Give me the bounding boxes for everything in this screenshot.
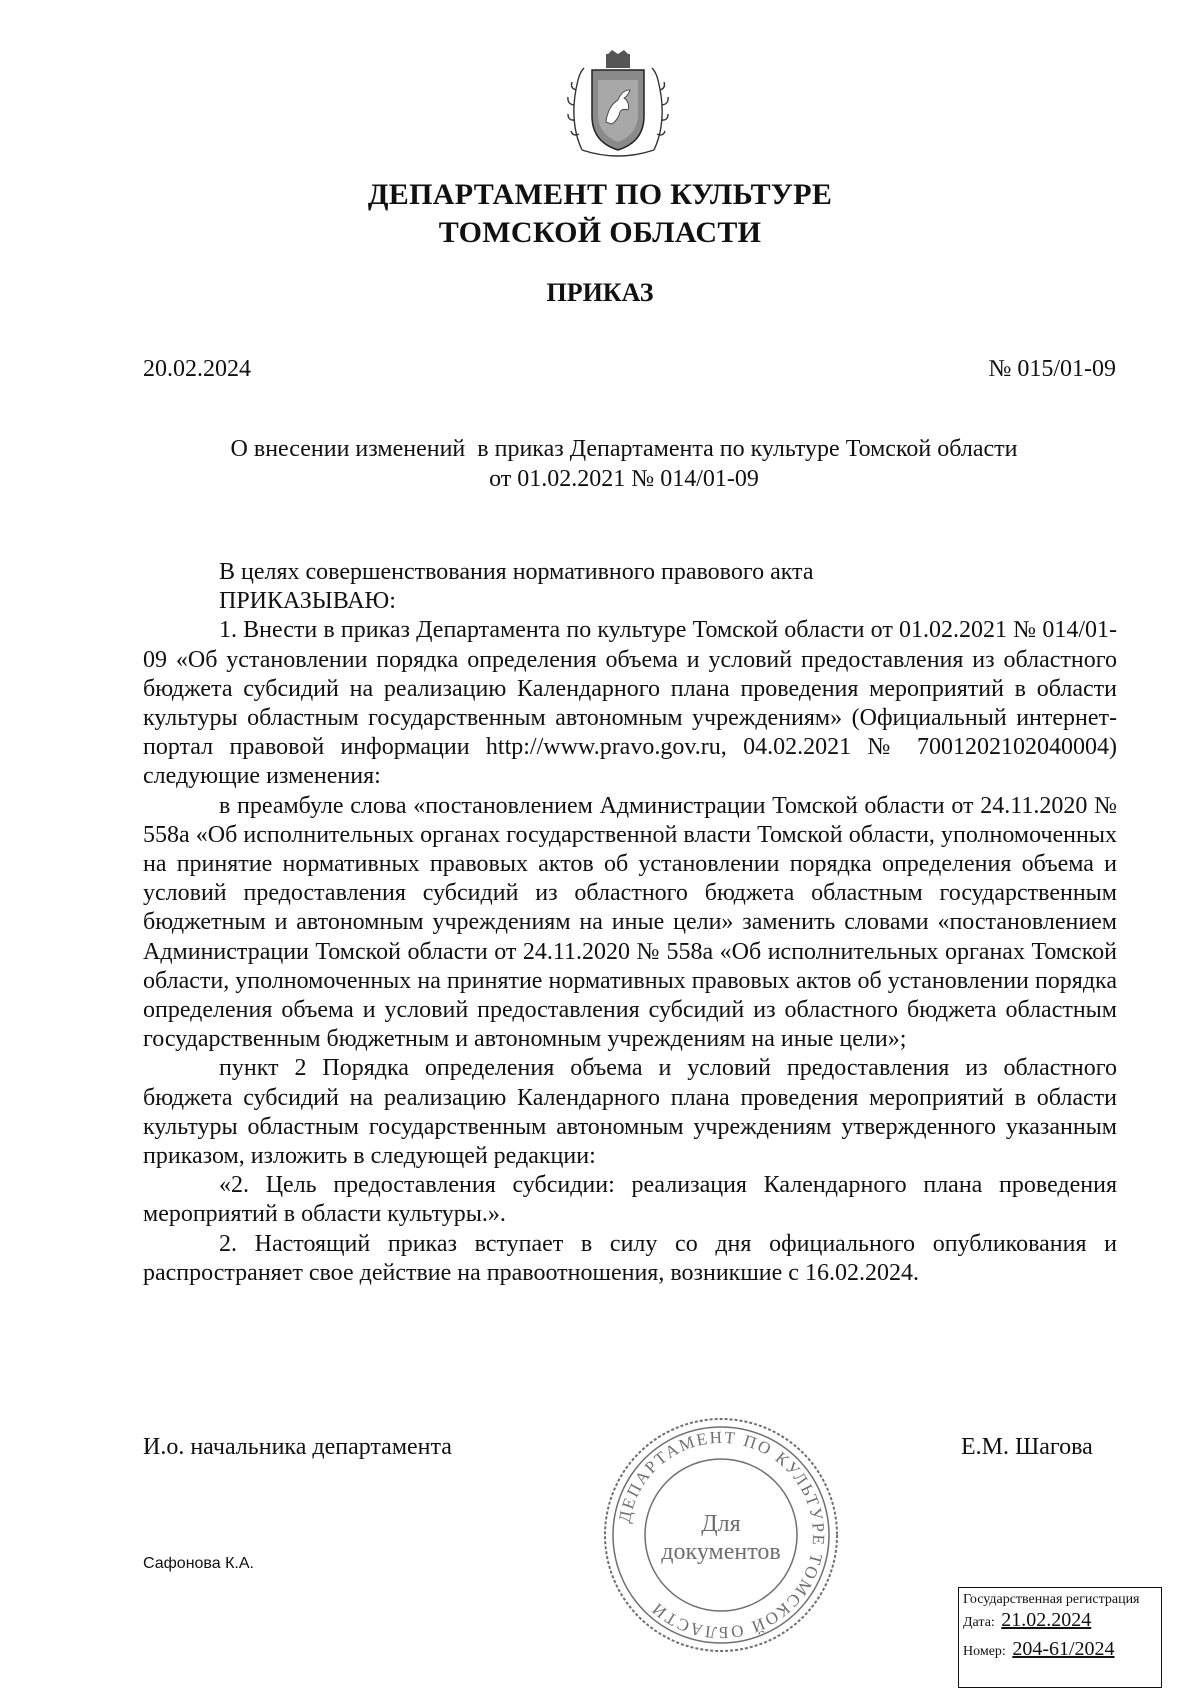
registration-box: [958, 1587, 1162, 1688]
organization-name-line-1: ДЕПАРТАМЕНТ ПО КУЛЬТУРЕ: [367, 178, 833, 211]
document-body: [143, 558, 1117, 1288]
subject-line-1: О внесении изменений в приказ Департамента по культуре Томской области: [230, 436, 1018, 462]
document-subject: [150, 434, 1098, 494]
body-paragraph-item-1: 1. Внести в приказ Департамента по культуре Томской области от 01.02.2021 № 014/01-09 «Об установлении порядка определения объема и условий предоставления из областного бюджета субсидий на реализацию Календарного плана проведения мероприятий в области культуры областным государственным автономным учреждениям» (Официальный интернет-портал правовой информации http://www.pravo.gov.ru, 04.02.2021 № 7001202102040004) следующие изменения:: [143, 617, 1117, 790]
stamp-ring-text: ДЕПАРТАМЕНТ ПО КУЛЬТУРЕ ТОМСКОЙ ОБЛАСТИ: [614, 1427, 829, 1643]
body-paragraph-order-word: ПРИКАЗЫВАЮ:: [219, 588, 396, 615]
registration-number-value: 204-61/2024: [1012, 1638, 1115, 1660]
executor-name: Сафонова К.А.: [143, 1555, 254, 1572]
registration-date-label: Дата:: [963, 1615, 995, 1630]
stamp-center-line-1: Для: [701, 1511, 741, 1537]
document-number: № 015/01-09: [988, 356, 1116, 382]
body-paragraph-purpose: В целях совершенствования нормативного правового акта: [219, 559, 814, 585]
body-paragraph-item-2: 2. Настоящий приказ вступает в силу со дня официального опубликования и распространяет свое действие на правоотношения, возникшие с 16.02.2024.: [143, 1230, 1117, 1286]
official-stamp: [601, 1415, 841, 1655]
body-paragraph-point-2-change: пункт 2 Порядка определения объема и условий предоставления из областного бюджета субсидий на реализацию Календарного плана проведения мероприятий в области культуры областным государственным автономным учреждениям утвержденного указанным приказом, изложить в следующей редакции:: [143, 1055, 1117, 1170]
registration-number-label: Номер:: [963, 1644, 1006, 1659]
organization-name-line-2: ТОМСКОЙ ОБЛАСТИ: [438, 216, 762, 249]
body-paragraph-preamble-change: в преамбуле слова «постановлением Администрации Томской области от 24.11.2020 № 558а «Об исполнительных органах государственной власти Томской области, уполномоченных на принятие нормативных правовых актов об установлении порядка определения объема и условий предоставления субсидий из областного бюджета областным государственным бюджетным и автономным учреждениям на иные цели» заменить словами «постановлением Администрации Томской области от 24.11.2020 № 558а «Об исполнительных органах Томской области, уполномоченных на принятие нормативных правовых актов об установлении порядка определения объема и условий предоставления субсидий из областного бюджета областным государственным бюджетным и автономным учреждениям на иные цели»;: [143, 792, 1117, 1053]
body-paragraph-new-wording: «2. Цель предоставления субсидии: реализация Календарного плана проведения мероприятий в области культуры.».: [143, 1172, 1117, 1228]
stamp-center-line-2: документов: [661, 1539, 781, 1565]
document-date: 20.02.2024: [143, 356, 251, 382]
coat-of-arms-emblem: [562, 50, 674, 162]
document-type-title: ПРИКАЗ: [546, 278, 654, 307]
signatory-role: И.о. начальника департамента: [143, 1434, 452, 1460]
registration-date-value: 21.02.2024: [1001, 1609, 1092, 1631]
signatory-name: Е.М. Шагова: [961, 1434, 1093, 1460]
subject-line-2: от 01.02.2021 № 014/01-09: [489, 466, 759, 492]
registration-title: Государственная регистрация: [963, 1592, 1140, 1607]
